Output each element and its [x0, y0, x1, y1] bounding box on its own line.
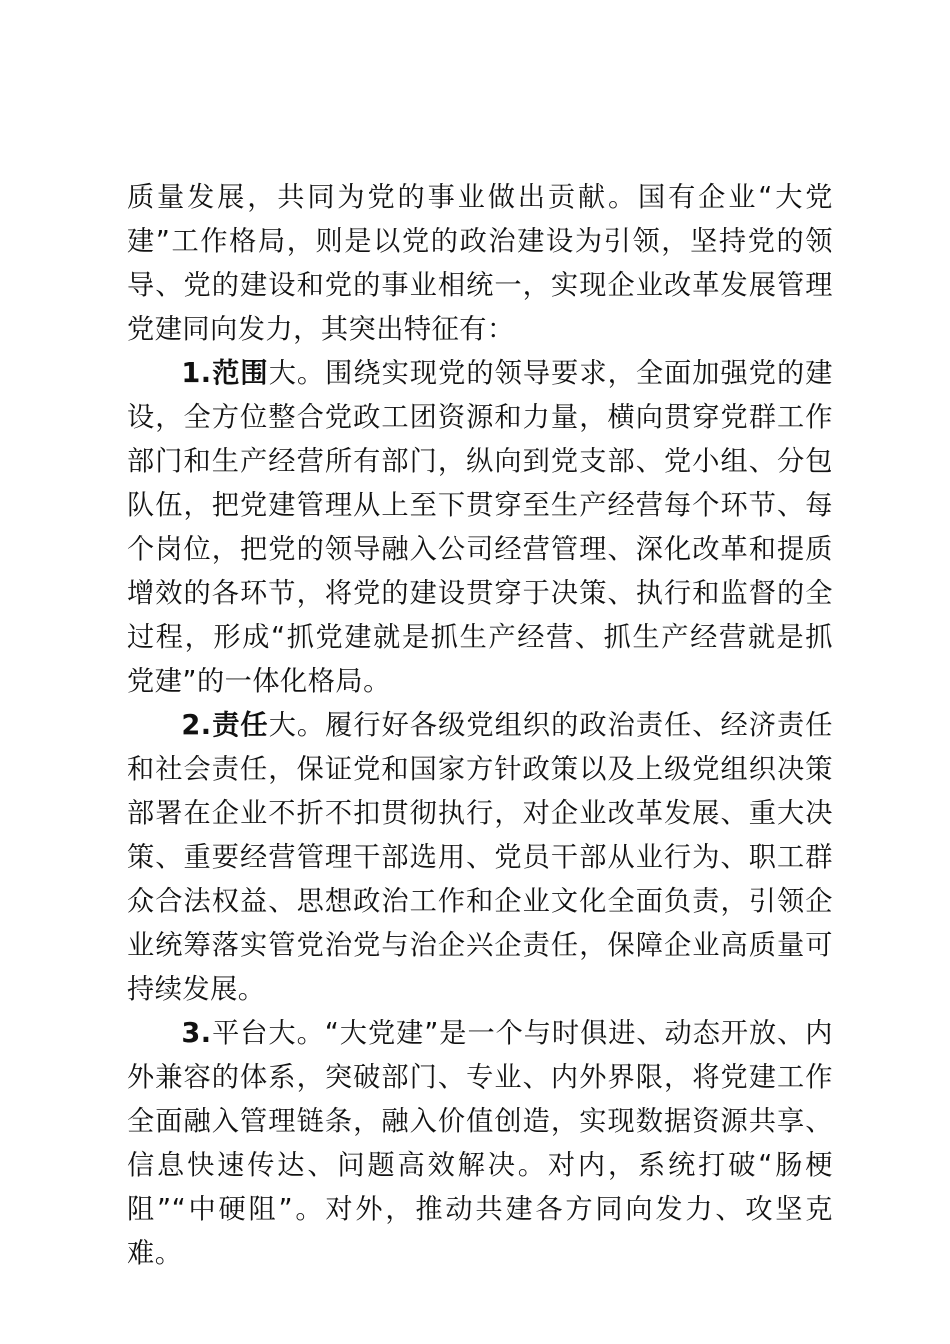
list-item-1 — [127, 352, 833, 704]
item-number: 2. — [181, 710, 212, 741]
item-number: 1. — [181, 358, 212, 389]
list-item-2 — [127, 704, 833, 1012]
intro-paragraph: 质量发展，共同为党的事业做出贡献。国有企业“大党建”工作格局，则是以党的政治建设为引领，坚持党的领导、党的建设和党的事业相统一，实现企业改革发展管理党建同向发力，其突出特征有： — [127, 182, 833, 345]
item-heading-rest: 大。 — [268, 710, 326, 741]
item-heading-rest: 大。 — [268, 358, 326, 389]
list-item-3 — [127, 1012, 833, 1276]
item-number: 3. — [181, 1018, 212, 1049]
item-heading-bold: 责任 — [211, 710, 269, 741]
item-body: 履行好各级党组织的政治责任、经济责任和社会责任，保证党和国家方针政策以及上级党组织决策部署在企业不折不扣贯彻执行，对企业改革发展、重大决策、重要经营管理干部选用、党员干部从业行为、职工群众合法权益、思想政治工作和企业文化全面负责，引领企业统筹落实管党治党与治企兴企责任，保障企业高质量可持续发展。 — [127, 710, 833, 1005]
item-body: “大党建”是一个与时俱进、动态开放、内外兼容的体系，突破部门、专业、内外界限，将党建工作全面融入管理链条，融入价值创造，实现数据资源共享、信息快速传达、问题高效解决。对内，系统打破“肠梗阻”“中硬阻”。对外，推动共建各方同向发力、攻坚克难。 — [127, 1018, 833, 1269]
item-body: 围绕实现党的领导要求，全面加强党的建设，全方位整合党政工团资源和力量，横向贯穿党群工作部门和生产经营所有部门，纵向到党支部、党小组、分包队伍，把党建管理从上至下贯穿至生产经营每个环节、每个岗位，把党的领导融入公司经营管理、深化改革和提质增效的各环节，将党的建设贯穿于决策、执行和监督的全过程，形成“抓党建就是抓生产经营、抓生产经营就是抓党建”的一体化格局。 — [127, 358, 833, 697]
item-heading-rest: 平台大。 — [211, 1018, 325, 1049]
item-heading-bold: 范围 — [211, 358, 269, 389]
document-body — [127, 176, 833, 1276]
